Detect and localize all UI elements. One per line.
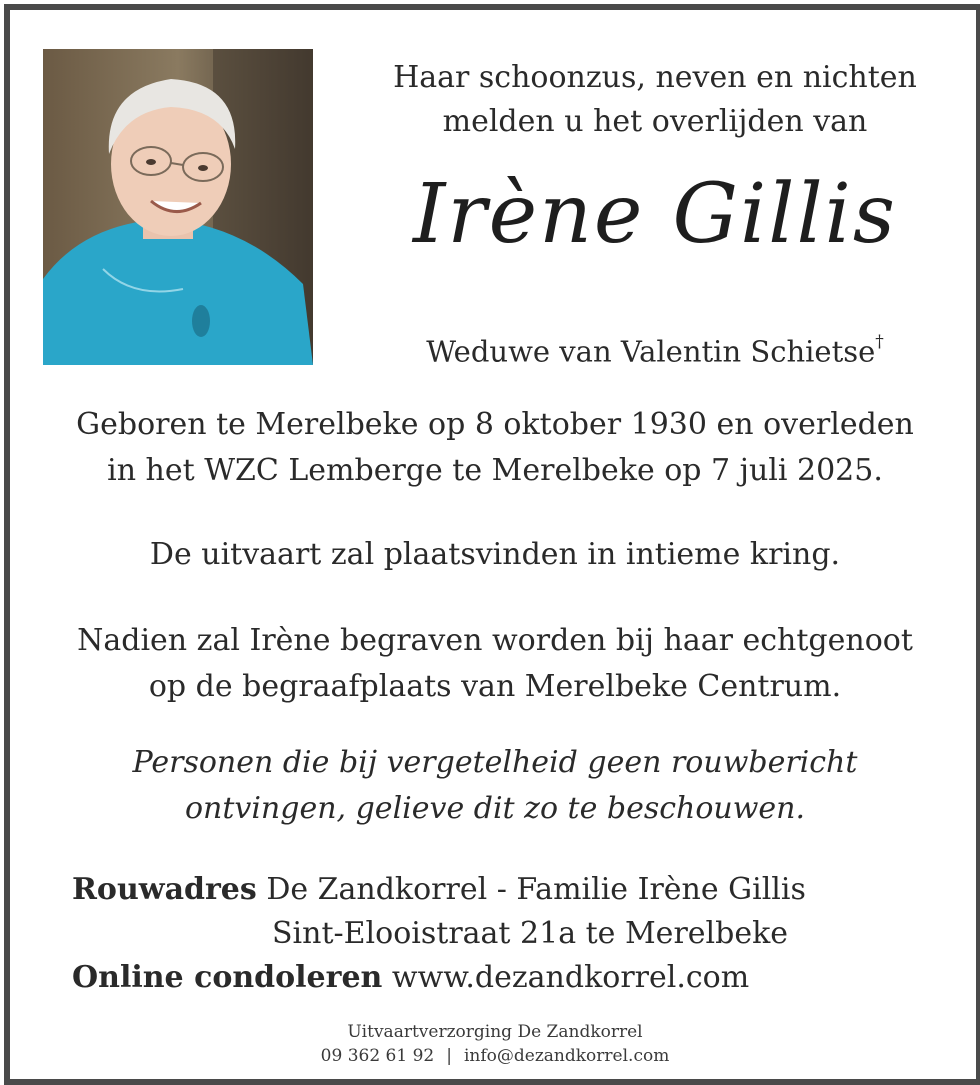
intro-line-2: melden u het overlijden van [442, 104, 868, 139]
burial-line-1: Nadien zal Irène begraven worden bij haar echtgenoot [77, 623, 913, 658]
footer-contact [30, 1044, 960, 1068]
footer-separator: | [446, 1046, 452, 1066]
footer-company: Uitvaartverzorging De Zandkorrel [347, 1022, 643, 1042]
birth-death-paragraph [30, 402, 960, 494]
deceased-name: Irène Gillis [412, 167, 897, 262]
widow-line [340, 326, 970, 372]
address-line-1: De Zandkorrel - Familie Irène Gillis [266, 872, 806, 907]
portrait-photo [43, 49, 313, 365]
address-line-2: Sint-Elooistraat 21a te Merelbeke [272, 916, 789, 951]
burial-line-2: op de begraafplaats van Merelbeke Centrum. [148, 669, 842, 704]
intro-line-1: Haar schoonzus, neven en nichten [393, 60, 917, 95]
funeral-paragraph: De uitvaart zal plaatsvinden in intieme kring. [149, 537, 841, 572]
footer [30, 1020, 960, 1068]
obituary-card [4, 4, 980, 1085]
notice-line-1: Personen die bij vergetelheid geen rouwbericht [132, 745, 858, 780]
footer-phone[interactable]: 09 362 61 92 [320, 1046, 435, 1066]
burial-paragraph [30, 618, 960, 710]
online-row [72, 956, 952, 1000]
birth-death-line-1: Geboren te Merelbeke op 8 oktober 1930 en overleden [76, 407, 914, 442]
contact-block [72, 868, 952, 1000]
address-label: Rouwadres [72, 872, 257, 907]
website-link[interactable]: www.dezandkorrel.com [391, 960, 750, 995]
notice-paragraph [30, 740, 960, 832]
footer-email[interactable]: info@dezandkorrel.com [463, 1046, 670, 1066]
widow-text: Weduwe van Valentin Schietse [426, 334, 876, 369]
birth-death-line-2: in het WZC Lemberge te Merelbeke op 7 juli 2025. [107, 453, 883, 488]
cross-mark: † [875, 332, 884, 352]
announcement-intro [340, 56, 970, 144]
notice-line-2: ontvingen, gelieve dit zo te beschouwen. [184, 791, 806, 826]
address-row [72, 868, 952, 912]
online-label: Online condoleren [72, 960, 383, 995]
